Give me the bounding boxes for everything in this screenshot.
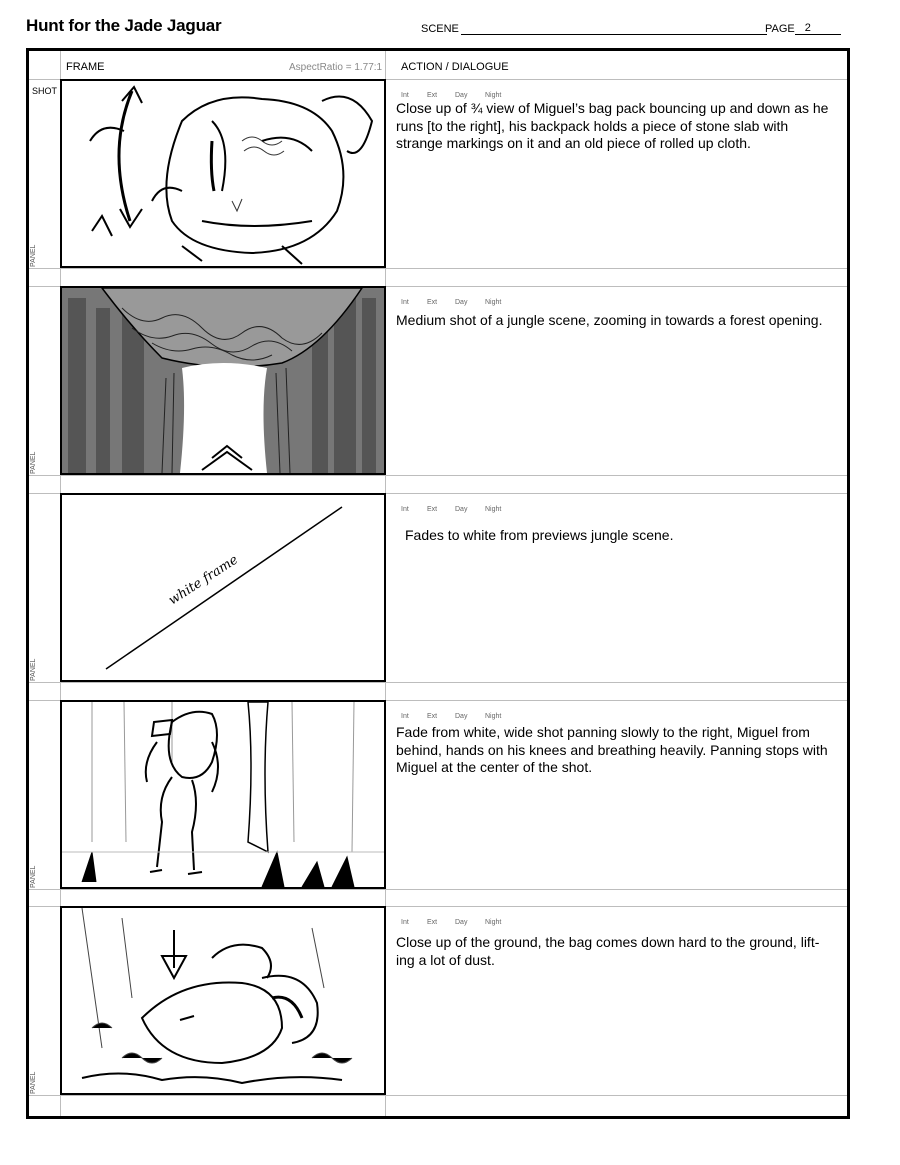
white-frame-note: white frame bbox=[166, 552, 241, 609]
panel-tag: PANEL bbox=[30, 244, 37, 267]
storyboard-sheet bbox=[26, 48, 850, 1119]
panel-5-setting-options bbox=[401, 919, 501, 926]
ext-option[interactable]: Ext bbox=[427, 713, 438, 720]
int-option[interactable]: Int bbox=[401, 919, 409, 926]
panel-tag: PANEL bbox=[30, 1071, 37, 1094]
scene-field bbox=[421, 23, 767, 35]
aspect-ratio-label: AspectRatio = 1.77:1 bbox=[289, 62, 383, 73]
panel-5-frame bbox=[60, 906, 386, 1095]
int-option[interactable]: Int bbox=[401, 92, 409, 99]
panel-2-frame bbox=[60, 286, 386, 475]
night-option[interactable]: Night bbox=[485, 299, 502, 306]
panel-2-description: Medium shot of a jungle scene, zooming in towards a forest opening. bbox=[396, 312, 823, 328]
action-column-header: ACTION / DIALOGUE bbox=[401, 61, 509, 73]
night-option[interactable]: Night bbox=[485, 92, 502, 99]
night-option[interactable]: Night bbox=[485, 713, 502, 720]
bag-hits-ground-sketch-image bbox=[62, 908, 384, 1093]
int-option[interactable]: Int bbox=[401, 713, 409, 720]
panel-5-description: Close up of the ground, the bag comes down hard to the ground, lift-ing a lot of dust. bbox=[396, 934, 820, 968]
jungle-scene-sketch-image bbox=[62, 288, 384, 473]
ext-option[interactable]: Ext bbox=[427, 299, 438, 306]
ext-option[interactable]: Ext bbox=[427, 919, 438, 926]
panel-3-setting-options bbox=[401, 506, 501, 513]
panel-4-description: Fade from white, wide shot panning slowly to the right, Miguel from behind, hands on his knees and breathing heavily. Panning stops with Miguel at the center of the shot. bbox=[396, 724, 828, 775]
day-option[interactable]: Day bbox=[455, 919, 468, 926]
night-option[interactable]: Night bbox=[485, 919, 502, 926]
day-option[interactable]: Day bbox=[455, 299, 468, 306]
night-option[interactable]: Night bbox=[485, 506, 502, 513]
panel-2-setting-options bbox=[401, 299, 501, 306]
ext-option[interactable]: Ext bbox=[427, 92, 438, 99]
int-option[interactable]: Int bbox=[401, 299, 409, 306]
day-option[interactable]: Day bbox=[455, 92, 468, 99]
scene-label: SCENE bbox=[421, 23, 459, 35]
page-label: PAGE bbox=[765, 23, 795, 35]
page-field bbox=[765, 23, 841, 35]
int-option[interactable]: Int bbox=[401, 506, 409, 513]
bag-pack-sketch-image bbox=[62, 81, 384, 266]
panel-3-frame bbox=[60, 493, 386, 682]
panel-1-description: Close up of ¾ view of Miguel’s bag pack bouncing up and down as he runs [to the right], his backpack holds a piece of stone slab with strange markings on it and an old piece of rolled up cloth. bbox=[396, 100, 829, 151]
storyboard-title: Hunt for the Jade Jaguar bbox=[26, 16, 222, 35]
miguel-wide-shot-sketch-image bbox=[62, 702, 384, 887]
shot-column-header: SHOT bbox=[32, 86, 58, 96]
panel-tag: PANEL bbox=[30, 865, 37, 888]
panel-4-frame bbox=[60, 700, 386, 889]
white-frame-sketch-image bbox=[62, 495, 384, 680]
scene-input-line[interactable] bbox=[461, 24, 767, 35]
day-option[interactable]: Day bbox=[455, 506, 468, 513]
panel-1-setting-options bbox=[401, 92, 501, 99]
panel-1-frame bbox=[60, 79, 386, 268]
page-number: 2 bbox=[804, 22, 811, 34]
panel-tag: PANEL bbox=[30, 658, 37, 681]
panel-4-setting-options bbox=[401, 713, 501, 720]
panel-3-description: Fades to white from previews jungle scene. bbox=[405, 527, 674, 543]
ext-option[interactable]: Ext bbox=[427, 506, 438, 513]
frame-column-header: FRAME bbox=[66, 61, 105, 73]
day-option[interactable]: Day bbox=[455, 713, 468, 720]
panel-tag: PANEL bbox=[30, 451, 37, 474]
